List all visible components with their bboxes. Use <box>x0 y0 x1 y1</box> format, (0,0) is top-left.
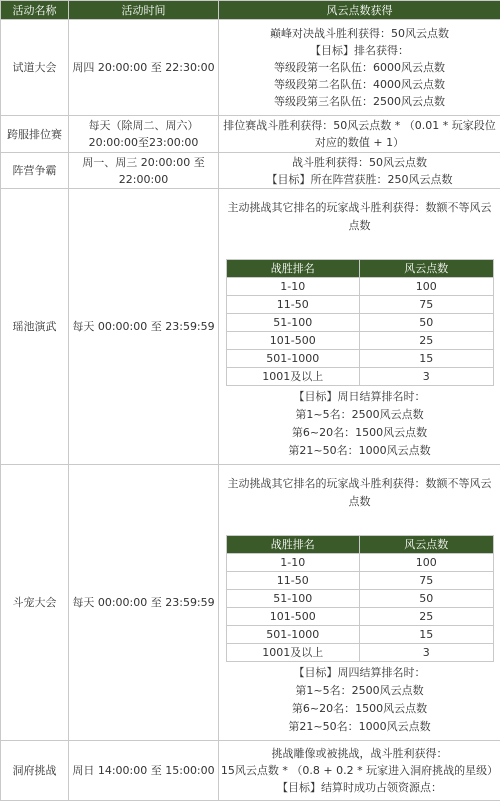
rank-cell: 501-1000 <box>226 626 360 644</box>
rank-row <box>226 368 493 386</box>
goal-line: 第6~20名：1500风云点数 <box>219 424 500 442</box>
rank-header: 战胜排名 <box>226 536 360 554</box>
rank-points-table <box>226 259 494 386</box>
goal-line: 【目标】周日结算排名时： <box>219 388 500 406</box>
rank-row <box>226 296 493 314</box>
points-line: 【目标】排名获得： <box>219 42 500 59</box>
header-activity-name: 活动名称 <box>1 1 69 20</box>
rank-row <box>226 572 493 590</box>
goal-line: 第6~20名：1500风云点数 <box>219 700 500 718</box>
header-points: 风云点数获得 <box>219 1 500 20</box>
table-row <box>1 741 500 801</box>
activity-time: 周日 14:00:00 至 15:00:00 <box>69 741 219 801</box>
points-line: 挑战雕像或被挑战，战斗胜利获得： <box>219 745 500 762</box>
points-cell <box>219 189 500 465</box>
points-line: 【目标】结算时成功占领资源点： <box>219 779 500 796</box>
rank-header: 战胜排名 <box>226 260 360 278</box>
points-cell <box>219 116 500 153</box>
points-value: 50 <box>360 590 494 608</box>
activity-time: 每天 00:00:00 至 23:59:59 <box>69 189 219 465</box>
rank-row <box>226 332 493 350</box>
rank-table-header <box>226 260 493 278</box>
rank-cell: 1001及以上 <box>226 368 360 386</box>
activity-name: 洞府挑战 <box>1 741 69 801</box>
points-cell <box>219 465 500 741</box>
points-value: 25 <box>360 332 494 350</box>
rank-cell: 1001及以上 <box>226 644 360 662</box>
rank-row <box>226 626 493 644</box>
points-line: 战斗胜利获得：50风云点数 <box>219 154 500 171</box>
points-cell <box>219 20 500 116</box>
points-value: 3 <box>360 368 494 386</box>
rank-row <box>226 608 493 626</box>
header-activity-time: 活动时间 <box>69 1 219 20</box>
table-row <box>1 153 500 189</box>
rank-row <box>226 554 493 572</box>
table-row <box>1 189 500 465</box>
activity-time: 每天（除周二、周六）20:00:00至23:00:00 <box>69 116 219 153</box>
activity-time: 周四 20:00:00 至 22:30:00 <box>69 20 219 116</box>
rank-table-header <box>226 536 493 554</box>
rank-row <box>226 590 493 608</box>
points-value: 50 <box>360 314 494 332</box>
points-line: 15风云点数 * （0.8 + 0.2 * 玩家进入洞府挑战的星级） <box>219 762 500 779</box>
points-line: 【目标】所在阵营获胜：250风云点数 <box>219 171 500 188</box>
rank-cell: 51-100 <box>226 314 360 332</box>
points-value: 75 <box>360 296 494 314</box>
goal-line: 【目标】周四结算排名时： <box>219 664 500 682</box>
points-line: 等级段第二名队伍：4000风云点数 <box>219 76 500 93</box>
rank-row <box>226 314 493 332</box>
activity-name: 阵营争霸 <box>1 153 69 189</box>
goal-block <box>219 386 500 464</box>
table-row <box>1 116 500 153</box>
rank-cell: 11-50 <box>226 572 360 590</box>
activity-name: 斗宠大会 <box>1 465 69 741</box>
activity-name: 瑶池演武 <box>1 189 69 465</box>
rank-row <box>226 350 493 368</box>
points-value: 15 <box>360 350 494 368</box>
rank-row <box>226 278 493 296</box>
points-line: 等级段第一名队伍：6000风云点数 <box>219 59 500 76</box>
rank-cell: 1-10 <box>226 278 360 296</box>
rank-cell: 501-1000 <box>226 350 360 368</box>
activity-time: 每天 00:00:00 至 23:59:59 <box>69 465 219 741</box>
goal-line: 第21~50名：1000风云点数 <box>219 442 500 460</box>
goal-line: 第1~5名：2500风云点数 <box>219 406 500 424</box>
points-cell <box>219 153 500 189</box>
table-row <box>1 20 500 116</box>
header-row <box>1 1 500 20</box>
points-value: 25 <box>360 608 494 626</box>
points-line: 排位赛战斗胜利获得：50风云点数 * （0.01 * 玩家段位对应的数值 + 1） <box>219 117 500 151</box>
table-row <box>1 465 500 741</box>
points-header: 风云点数 <box>360 260 494 278</box>
activity-name: 试道大会 <box>1 20 69 116</box>
rank-cell: 1-10 <box>226 554 360 572</box>
points-line: 等级段第三名队伍：2500风云点数 <box>219 93 500 110</box>
points-value: 75 <box>360 572 494 590</box>
rank-points-table <box>226 535 494 662</box>
goal-block <box>219 662 500 740</box>
points-header: 风云点数 <box>360 536 494 554</box>
points-intro: 主动挑战其它排名的玩家战斗胜利获得：数额不等风云点数 <box>219 465 500 517</box>
rank-cell: 51-100 <box>226 590 360 608</box>
rank-cell: 101-500 <box>226 332 360 350</box>
rank-cell: 101-500 <box>226 608 360 626</box>
goal-line: 第21~50名：1000风云点数 <box>219 718 500 736</box>
points-value: 15 <box>360 626 494 644</box>
points-value: 100 <box>360 278 494 296</box>
rank-row <box>226 644 493 662</box>
points-value: 3 <box>360 644 494 662</box>
points-value: 100 <box>360 554 494 572</box>
goal-line: 第1~5名：2500风云点数 <box>219 682 500 700</box>
activity-time: 周一、周三 20:00:00 至 22:00:00 <box>69 153 219 189</box>
points-cell <box>219 741 500 801</box>
points-intro: 主动挑战其它排名的玩家战斗胜利获得：数额不等风云点数 <box>219 189 500 241</box>
rank-cell: 11-50 <box>226 296 360 314</box>
points-line: 巅峰对决战斗胜利获得：50风云点数 <box>219 25 500 42</box>
activity-name: 跨服排位赛 <box>1 116 69 153</box>
